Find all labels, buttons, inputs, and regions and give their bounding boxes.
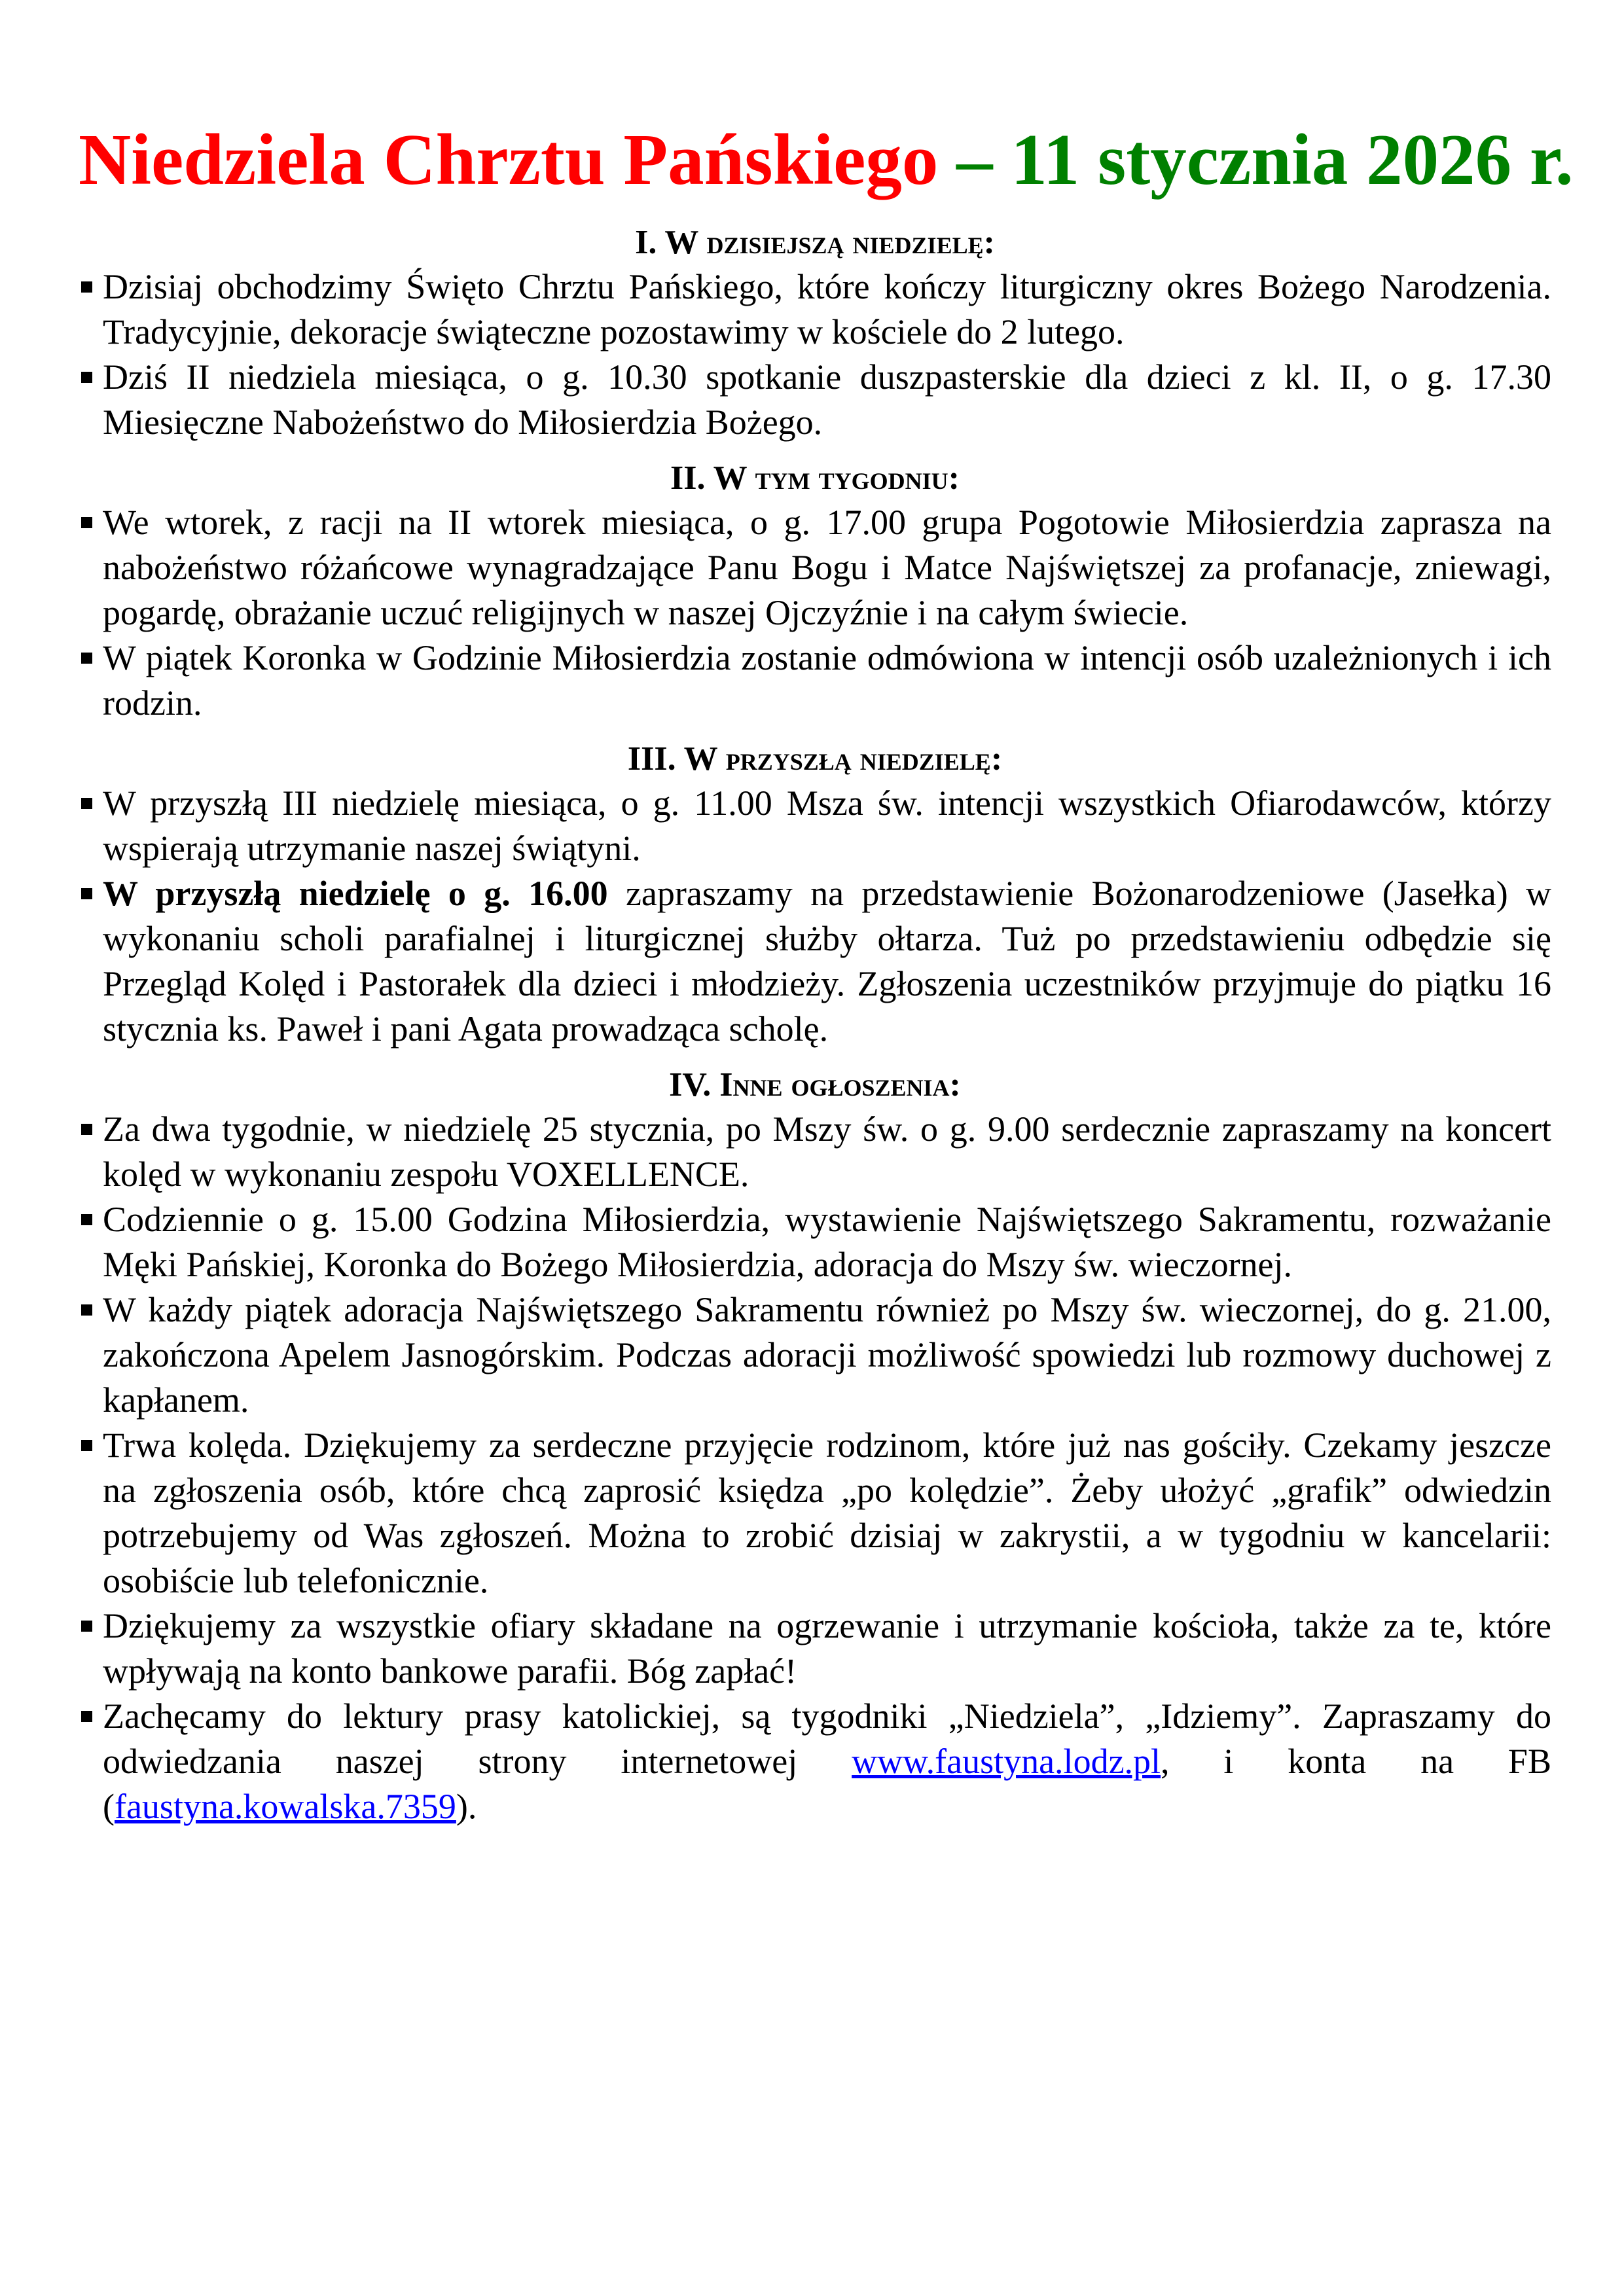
square-bullet-icon bbox=[81, 1304, 92, 1316]
item-text: Dziś II niedziela miesiąca, o g. 10.30 spotkanie duszpasterskie dla dzieci z kl. II, o g. 17.30 Miesięczne Nabożeństwo do Miłosierdzia Bożego. bbox=[103, 357, 1551, 442]
section-number: III. W bbox=[627, 740, 726, 778]
section-heading-next-sunday bbox=[79, 738, 1551, 781]
section-title: nne ogłoszenia: bbox=[732, 1066, 961, 1103]
square-bullet-icon bbox=[81, 1711, 92, 1722]
item-text: ). bbox=[456, 1787, 477, 1826]
section-heading-other-announcements bbox=[79, 1064, 1551, 1107]
square-bullet-icon bbox=[81, 372, 92, 383]
item-text: , i konta na FB ( bbox=[103, 1742, 1551, 1826]
section-title: tym tygodniu: bbox=[755, 459, 960, 497]
list-item bbox=[79, 1694, 1551, 1829]
item-text: W każdy piątek adoracja Najświętszego Sakramentu również po Mszy św. wieczornej, do g. 21.00, zakończona Apelem Jasnogórskim. Podczas adoracji możliwość spowiedzi lub rozmowy duchowej z kapłanem. bbox=[103, 1290, 1551, 1420]
announcements-page bbox=[79, 111, 1574, 1829]
square-bullet-icon bbox=[81, 1440, 92, 1451]
page-title bbox=[79, 111, 1574, 209]
square-bullet-icon bbox=[81, 798, 92, 809]
square-bullet-icon bbox=[81, 653, 92, 664]
section-list-next-sunday bbox=[79, 781, 1551, 1052]
item-text: We wtorek, z racji na II wtorek miesiąca, o g. 17.00 grupa Pogotowie Miłosierdzia zaprasza na nabożeństwo różańcowe wynagradzające Panu Bogu i Matce Najświętszej za profanacje, zniewagi, pogardę, obrażanie uczuć religijnych w naszej Ojczyźnie i na całym świecie. bbox=[103, 503, 1551, 632]
item-text: W przyszłą III niedzielę miesiąca, o g. 11.00 Msza św. intencji wszystkich Ofiarodawców, którzy wspierają utrzymanie naszej świątyni. bbox=[103, 783, 1551, 868]
section-heading-today bbox=[79, 221, 1551, 264]
section-list-other-announcements bbox=[79, 1107, 1551, 1829]
section-list-this-week bbox=[79, 500, 1551, 726]
square-bullet-icon bbox=[81, 1621, 92, 1632]
title-date: – 11 stycznia 2026 r. bbox=[938, 120, 1574, 200]
list-item bbox=[79, 1197, 1551, 1287]
square-bullet-icon bbox=[81, 888, 92, 899]
item-text: Dziękujemy za wszystkie ofiary składane na ogrzewanie i utrzymanie kościoła, także za te, które wpływają na konto bankowe parafii. Bóg zapłać! bbox=[103, 1606, 1551, 1691]
facebook-profile-link[interactable]: faustyna.kowalska.7359 bbox=[114, 1787, 456, 1826]
list-item bbox=[79, 264, 1551, 355]
square-bullet-icon bbox=[81, 1124, 92, 1135]
list-item bbox=[79, 355, 1551, 445]
square-bullet-icon bbox=[81, 1214, 92, 1225]
list-item bbox=[79, 781, 1551, 871]
list-item bbox=[79, 636, 1551, 726]
title-feast-name: Niedziela Chrztu Pańskiego bbox=[79, 120, 939, 200]
list-item bbox=[79, 500, 1551, 636]
section-number: IV. I bbox=[669, 1066, 733, 1103]
item-text: zapraszamy na przedstawienie Bożonarodzeniowe (Jasełka) w wykonaniu scholi parafialnej i liturgicznej służby ołtarza. Tuż po przedstawieniu odbędzie się Przegląd Kolęd i Pastorałek dla dzieci i młodzieży. Zgłoszenia uczestników przyjmuje do piątku 16 stycznia ks. Paweł i pani Agata prowadząca scholę. bbox=[103, 874, 1552, 1049]
list-item bbox=[79, 1604, 1551, 1694]
section-title: dzisiejszą niedzielę: bbox=[706, 224, 995, 261]
item-text: Trwa kolęda. Dziękujemy za serdeczne przyjęcie rodzinom, które już nas gościły. Czekamy jeszcze na zgłoszenia osób, które chcą zaprosić księdza „po kolędzie”. Żeby ułożyć „grafik” odwiedzin potrzebujemy od Was zgłoszeń. Można to zrobić dzisiaj w zakrystii, a w tygodniu w kancelarii: osobiście lub telefonicznie. bbox=[103, 1426, 1551, 1600]
section-number: I. W bbox=[635, 224, 707, 261]
section-title: przyszłą niedzielę: bbox=[725, 740, 1003, 778]
section-list-today bbox=[79, 264, 1551, 445]
list-item bbox=[79, 1287, 1551, 1423]
item-text: W piątek Koronka w Godzinie Miłosierdzia zostanie odmówiona w intencji osób uzależnionych i ich rodzin. bbox=[103, 638, 1551, 723]
section-heading-this-week bbox=[79, 457, 1551, 500]
list-item bbox=[79, 1423, 1551, 1604]
square-bullet-icon bbox=[81, 517, 92, 528]
section-number: II. W bbox=[670, 459, 755, 497]
item-text: Codziennie o g. 15.00 Godzina Miłosierdzia, wystawienie Najświętszego Sakramentu, rozważanie Męki Pańskiej, Koronka do Bożego Miłosierdzia, adoracja do Mszy św. wieczornej. bbox=[103, 1200, 1551, 1284]
item-bold-lead: W przyszłą niedzielę o g. 16.00 bbox=[103, 874, 608, 913]
list-item bbox=[79, 1107, 1551, 1197]
item-text: Zachęcamy do lektury prasy katolickiej, są tygodniki „Niedziela”, „Idziemy”. Zapraszamy do odwiedzania naszej strony internetowej bbox=[103, 1696, 1551, 1781]
item-text: Dzisiaj obchodzimy Święto Chrztu Pańskiego, które kończy liturgiczny okres Bożego Narodzenia. Tradycyjnie, dekoracje świąteczne pozostawimy w kościele do 2 lutego. bbox=[103, 267, 1551, 351]
parish-website-link[interactable]: www.faustyna.lodz.pl bbox=[852, 1742, 1161, 1781]
square-bullet-icon bbox=[81, 281, 92, 293]
list-item bbox=[79, 871, 1551, 1052]
item-text: Za dwa tygodnie, w niedzielę 25 stycznia, po Mszy św. o g. 9.00 serdecznie zapraszamy na koncert kolęd w wykonaniu zespołu VOXELLENCE. bbox=[103, 1109, 1551, 1194]
